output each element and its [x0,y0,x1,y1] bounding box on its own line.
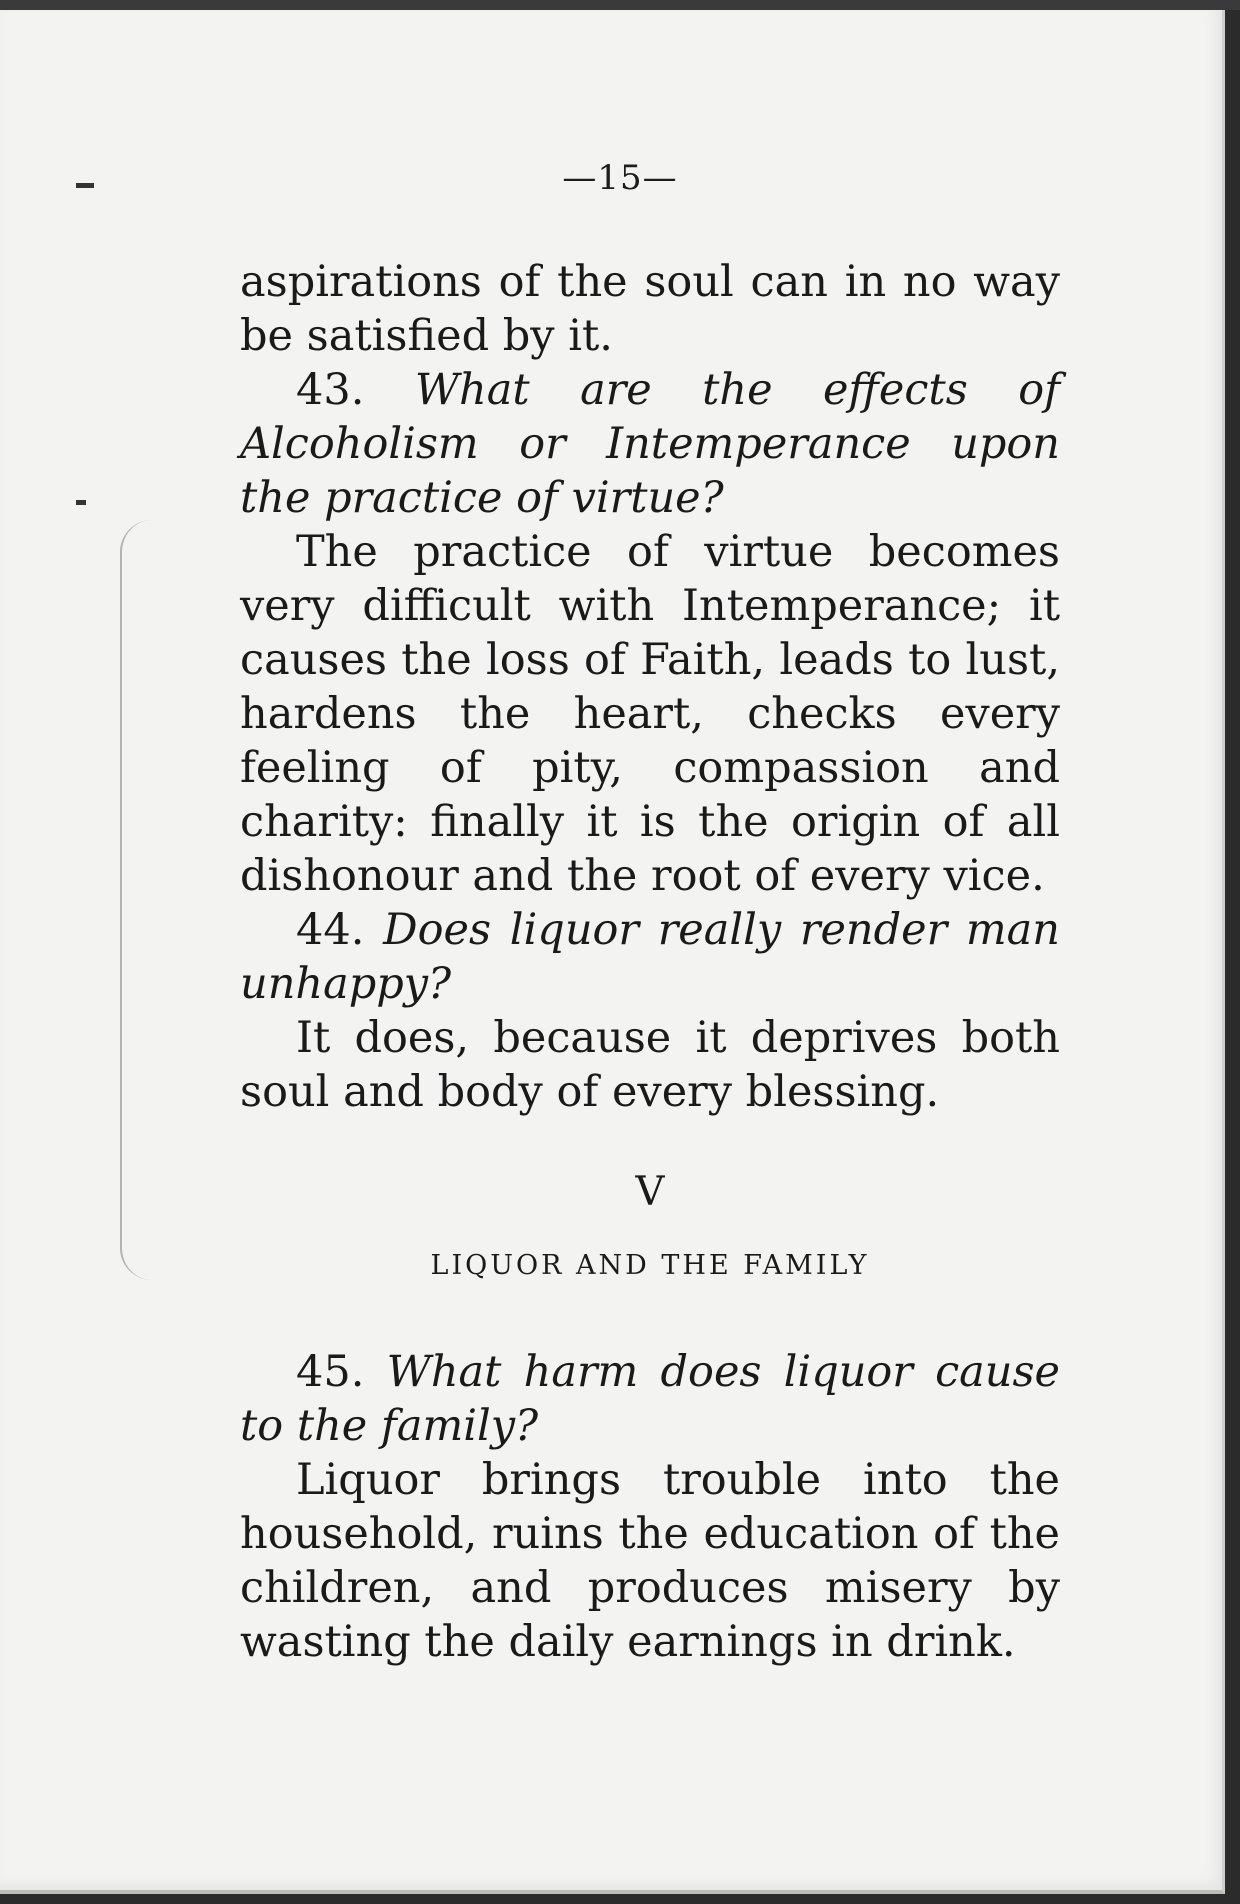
margin-pencil-line [120,520,152,1280]
question-45 [240,1345,1060,1453]
question-text: What are the effects of Alcoholism or Intemperance upon the practice of virtue? [240,365,1060,523]
question-number: 45. [296,1347,365,1397]
question-43 [240,363,1060,525]
page-number: —15— [562,158,678,198]
page-body [240,255,1060,1669]
question-text: Does liquor really render man unhappy? [240,905,1060,1009]
question-number: 44. [296,905,365,955]
section-number: V [635,1169,665,1215]
section-title: LIQUOR AND THE FAMILY [430,1250,870,1281]
question-text: What harm does liquor cause to the family? [240,1347,1061,1451]
answer-44: It does, because it deprives both soul and body of every blessing. [240,1013,1060,1117]
margin-mark [76,500,86,505]
paragraph: aspirations of the soul can in no way be satisfied by it. [240,257,1060,361]
scan-top-edge [0,0,1240,10]
answer-43: The practice of virtue becomes very difficult with Intemperance; it causes the loss of Faith, leads to lust, hardens the heart, checks every feeling of pity, compassion and charity: finally it is the origin of all dishonour and the root of every vice. [240,527,1060,901]
answer-45: Liquor brings trouble into the household, ruins the education of the children, and produces misery by wasting the daily earnings in drink. [240,1455,1060,1667]
question-number: 43. [296,365,365,415]
question-44 [240,903,1060,1011]
